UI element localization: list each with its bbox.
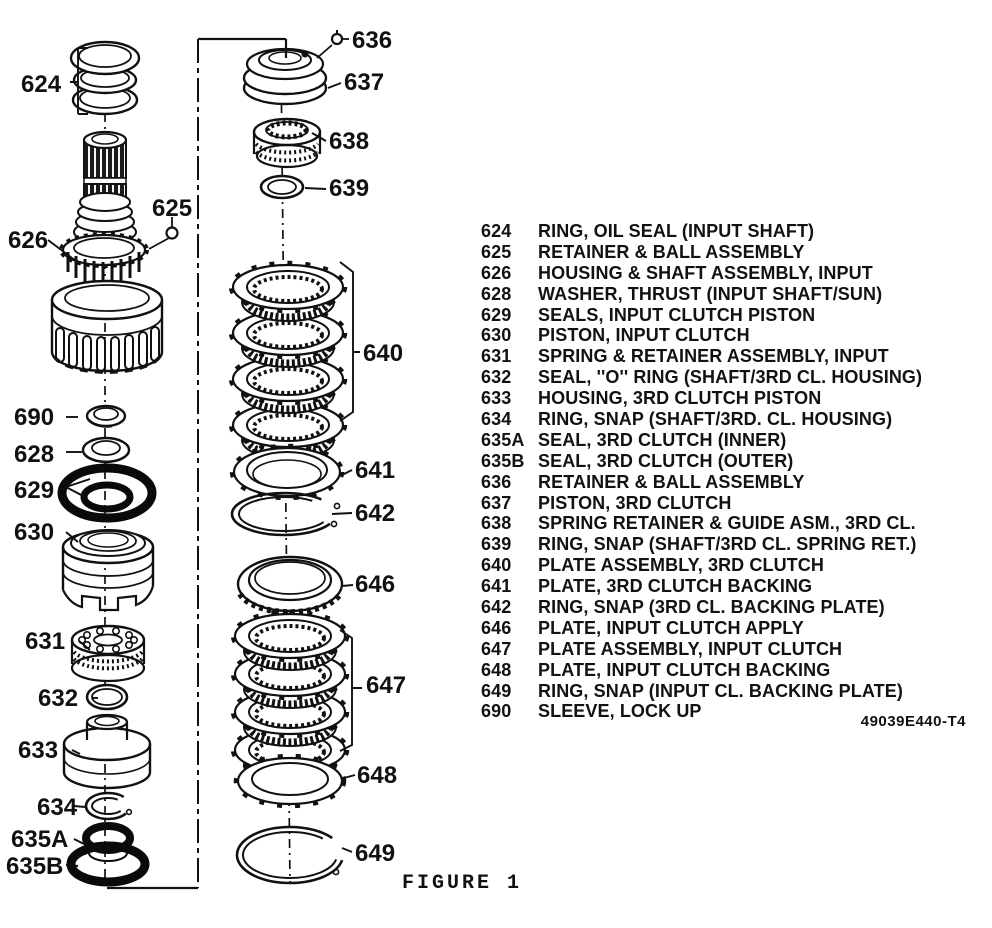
parts-list-row bbox=[481, 242, 986, 263]
part-number: 630 bbox=[481, 325, 512, 346]
part-description: RETAINER & BALL ASSEMBLY bbox=[538, 471, 805, 492]
part-690-lockup-sleeve bbox=[87, 406, 125, 426]
part-630-input-clutch-piston bbox=[63, 530, 153, 610]
part-641-backing-plate bbox=[232, 446, 342, 498]
part-description: HOUSING, 3RD CLUTCH PISTON bbox=[538, 388, 822, 409]
parts-list-row bbox=[481, 430, 986, 451]
callout-648: 648 bbox=[357, 762, 398, 789]
part-number: 633 bbox=[481, 388, 512, 409]
parts-list-row bbox=[481, 534, 986, 555]
part-number: 632 bbox=[481, 367, 512, 388]
parts-list-row bbox=[481, 263, 986, 284]
part-description: PISTON, INPUT CLUTCH bbox=[538, 325, 750, 346]
parts-list-row bbox=[481, 409, 986, 430]
part-description: SEALS, INPUT CLUTCH PISTON bbox=[538, 304, 816, 325]
callout-632: 632 bbox=[38, 685, 79, 712]
part-number: 629 bbox=[481, 304, 512, 325]
part-number: 690 bbox=[481, 701, 512, 722]
callout-635a: 635A bbox=[11, 826, 69, 853]
parts-list-row bbox=[481, 284, 986, 305]
part-number: 646 bbox=[481, 617, 512, 638]
part-638-spring-retainer-guide bbox=[254, 119, 320, 167]
part-description: RING, SNAP (INPUT CL. BACKING PLATE) bbox=[538, 680, 903, 701]
part-description: SLEEVE, LOCK UP bbox=[538, 701, 702, 722]
parts-list-row bbox=[481, 681, 986, 702]
part-description: SEAL, ''O'' RING (SHAFT/3RD CL. HOUSING) bbox=[538, 367, 923, 388]
part-description: PLATE, INPUT CLUTCH APPLY bbox=[538, 617, 804, 638]
parts-list-row bbox=[481, 346, 986, 367]
part-number: 639 bbox=[481, 534, 512, 555]
part-number: 647 bbox=[481, 638, 512, 659]
part-634-snap-ring bbox=[86, 793, 131, 819]
callout-635b: 635B bbox=[6, 853, 64, 880]
callout-640: 640 bbox=[363, 340, 404, 367]
part-description: PLATE ASSEMBLY, 3RD CLUTCH bbox=[538, 555, 824, 576]
figure-caption: FIGURE 1 bbox=[402, 872, 523, 895]
callout-638: 638 bbox=[329, 128, 370, 155]
part-number: 635B bbox=[481, 450, 525, 471]
part-number: 649 bbox=[481, 680, 512, 701]
part-description: SPRING & RETAINER ASSEMBLY, INPUT bbox=[538, 346, 889, 367]
parts-list-row bbox=[481, 305, 986, 326]
parts-list-row bbox=[481, 388, 986, 409]
callout-690: 690 bbox=[14, 404, 55, 431]
callout-633: 633 bbox=[18, 737, 59, 764]
callout-637: 637 bbox=[344, 69, 385, 96]
part-description: RING, SNAP (SHAFT/3RD. CL. HOUSING) bbox=[538, 409, 893, 430]
callout-646: 646 bbox=[355, 571, 396, 598]
parts-list-row bbox=[481, 493, 986, 514]
part-number: 648 bbox=[481, 659, 512, 680]
parts-list-row bbox=[481, 576, 986, 597]
part-number: 634 bbox=[481, 409, 512, 430]
parts-list bbox=[481, 221, 986, 722]
part-624-oil-seal-rings bbox=[71, 42, 139, 114]
part-number: 636 bbox=[481, 471, 512, 492]
part-646-apply-plate bbox=[238, 557, 342, 612]
part-number: 626 bbox=[481, 262, 512, 283]
part-description: SPRING RETAINER & GUIDE ASM., 3RD CL. bbox=[538, 513, 916, 534]
part-632-o-ring bbox=[87, 685, 127, 709]
part-626-input-housing-and-shaft bbox=[52, 132, 162, 372]
part-639-snap-ring-small bbox=[261, 176, 303, 198]
parts-list-row bbox=[481, 555, 986, 576]
part-640-3rd-clutch-plate-stack bbox=[231, 263, 345, 459]
part-description: PLATE ASSEMBLY, INPUT CLUTCH bbox=[538, 638, 843, 659]
part-number: 625 bbox=[481, 241, 512, 262]
part-number: 638 bbox=[481, 513, 512, 534]
part-description: SEAL, 3RD CLUTCH (OUTER) bbox=[538, 450, 794, 471]
part-description: WASHER, THRUST (INPUT SHAFT/SUN) bbox=[538, 283, 883, 304]
callout-624: 624 bbox=[21, 71, 62, 98]
callout-642: 642 bbox=[355, 500, 396, 527]
part-description: RING, SNAP (3RD CL. BACKING PLATE) bbox=[538, 597, 885, 618]
parts-list-row bbox=[481, 451, 986, 472]
parts-list-row bbox=[481, 472, 986, 493]
part-number: 624 bbox=[481, 221, 512, 241]
callout-639: 639 bbox=[329, 175, 370, 202]
callout-641: 641 bbox=[355, 457, 396, 484]
part-number: 642 bbox=[481, 597, 512, 618]
part-number: 641 bbox=[481, 576, 512, 597]
part-number: 640 bbox=[481, 555, 512, 576]
part-number: 628 bbox=[481, 283, 512, 304]
parts-list-row bbox=[481, 597, 986, 618]
callout-647: 647 bbox=[366, 672, 407, 699]
part-628-thrust-washer bbox=[83, 438, 129, 462]
callout-636: 636 bbox=[352, 27, 393, 54]
callout-626: 626 bbox=[8, 227, 49, 254]
callout-630: 630 bbox=[14, 519, 55, 546]
part-description: RETAINER & BALL ASSEMBLY bbox=[538, 241, 805, 262]
callout-649: 649 bbox=[355, 840, 396, 867]
parts-list-row bbox=[481, 639, 986, 660]
parts-list-row bbox=[481, 325, 986, 346]
part-number: 631 bbox=[481, 346, 512, 367]
part-number: 635A bbox=[481, 429, 525, 450]
parts-list-row bbox=[481, 618, 986, 639]
part-description: RING, SNAP (SHAFT/3RD CL. SPRING RET.) bbox=[538, 534, 917, 555]
part-description: PISTON, 3RD CLUTCH bbox=[538, 492, 732, 513]
parts-list-row bbox=[481, 221, 986, 242]
callout-625: 625 bbox=[152, 195, 193, 222]
callout-628: 628 bbox=[14, 441, 55, 468]
callout-634: 634 bbox=[37, 794, 78, 821]
parts-list-row bbox=[481, 513, 986, 534]
callout-631: 631 bbox=[25, 628, 66, 655]
part-description: HOUSING & SHAFT ASSEMBLY, INPUT bbox=[538, 262, 873, 283]
parts-list-row bbox=[481, 367, 986, 388]
part-description: PLATE, 3RD CLUTCH BACKING bbox=[538, 576, 813, 597]
part-description: SEAL, 3RD CLUTCH (INNER) bbox=[538, 429, 787, 450]
drawing-number: 49039E440-T4 bbox=[860, 713, 966, 730]
part-description: RING, OIL SEAL (INPUT SHAFT) bbox=[538, 221, 815, 241]
part-number: 637 bbox=[481, 492, 512, 513]
part-description: PLATE, INPUT CLUTCH BACKING bbox=[538, 659, 831, 680]
part-631-spring-retainer-assembly bbox=[72, 626, 144, 681]
part-636-retainer-ball bbox=[317, 30, 349, 58]
callout-629: 629 bbox=[14, 477, 55, 504]
parts-list-row bbox=[481, 660, 986, 681]
